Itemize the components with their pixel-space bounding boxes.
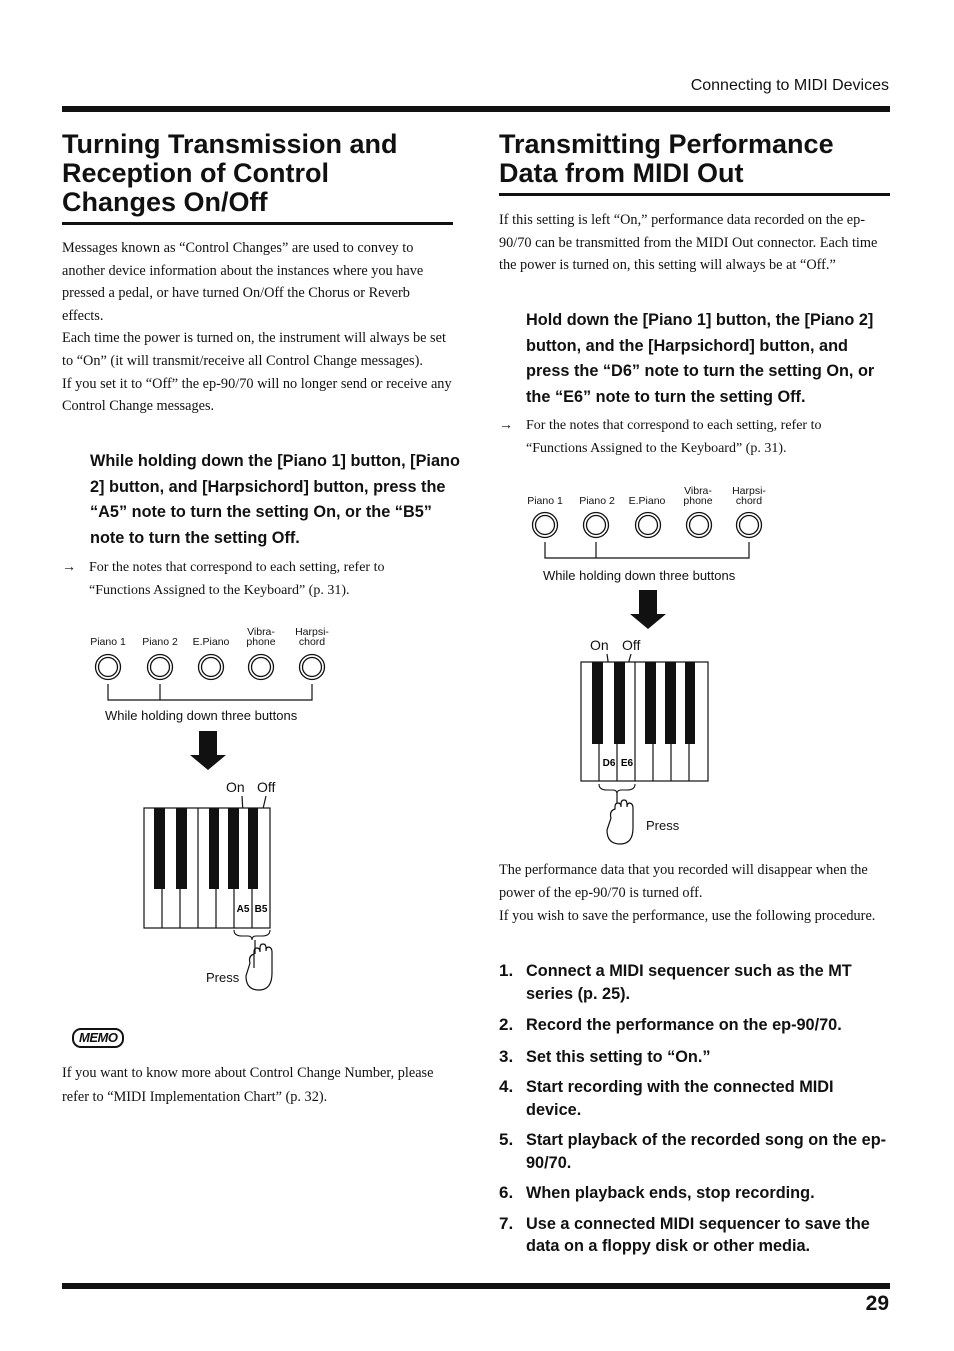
step-item xyxy=(499,960,891,1005)
left-paragraph-2: Each time the power is turned on, the instrument will always be set to “On” (it will transmit/receive all Control Change messages). xyxy=(62,330,446,369)
right-paragraph-2a: The performance data that you recorded will disappear when the power of the ep-90/70 is turned off. xyxy=(499,862,868,901)
left-heading xyxy=(62,130,462,217)
right-paragraph-2 xyxy=(499,859,891,928)
press-label: Press xyxy=(646,818,680,833)
step-text: Start playback of the recorded song on the ep-90/70. xyxy=(526,1131,887,1172)
press-label: Press xyxy=(206,970,240,985)
running-header: Connecting to MIDI Devices xyxy=(690,77,889,94)
right-paragraph-2b: If you wish to save the performance, use the following procedure. xyxy=(499,908,876,924)
left-heading-rule xyxy=(62,222,453,225)
bracket xyxy=(108,684,312,700)
key-d6-label: D6 xyxy=(602,758,616,769)
hold-label: While holding down three buttons xyxy=(105,708,298,723)
key-e6-label: E6 xyxy=(620,758,634,769)
key-b5-label: B5 xyxy=(254,904,268,915)
off-label: Off xyxy=(622,637,641,653)
off-label: Off xyxy=(257,779,276,795)
button-label-piano1: Piano 1 xyxy=(527,495,563,507)
left-intro xyxy=(62,237,454,418)
step-number: 4. xyxy=(499,1077,514,1096)
right-keyboard-diagram xyxy=(499,478,819,848)
step-text: When playback ends, stop recording. xyxy=(526,1184,815,1202)
right-heading-rule xyxy=(499,193,890,196)
step-number: 6. xyxy=(499,1183,514,1202)
button-label-harpsichord-2: chord xyxy=(735,495,763,507)
button-label-piano2: Piano 2 xyxy=(142,636,178,648)
left-heading-line-2: Reception of Control xyxy=(62,158,329,188)
memo-badge: MEMO xyxy=(72,1028,124,1048)
top-rule xyxy=(62,106,890,112)
button-label-piano1: Piano 1 xyxy=(90,636,126,648)
step-text: Use a connected MIDI sequencer to save the data on a floppy disk or other media. xyxy=(526,1214,870,1255)
button-label-harpsichord-1: Harpsi- xyxy=(732,485,766,497)
left-note xyxy=(62,556,442,602)
right-heading-line-1: Transmitting Performance xyxy=(499,129,834,159)
button-label-epiano: E.Piano xyxy=(628,495,666,507)
step-number: 2. xyxy=(499,1015,514,1034)
on-label: On xyxy=(226,779,245,795)
on-label: On xyxy=(590,637,609,653)
right-note xyxy=(499,414,881,460)
page-number: 29 xyxy=(865,1292,889,1315)
down-arrow-icon xyxy=(190,731,226,770)
button-label-harpsichord-2: chord xyxy=(298,636,326,648)
left-heading-line-1: Turning Transmission and xyxy=(62,129,398,159)
left-paragraph-1: Messages known as “Control Changes” are used to convey to another device information about the instances where you have pressed a pedal, or have turned On/Off the Chorus or Reverb effects. xyxy=(62,240,424,324)
step-text: Set this setting to “On.” xyxy=(526,1047,711,1066)
right-heading-line-2: Data from MIDI Out xyxy=(499,158,744,188)
left-keyboard-diagram xyxy=(62,618,382,998)
button-label-vibraphone-2: phone xyxy=(683,495,713,507)
step-number: 7. xyxy=(499,1213,514,1233)
right-instruction: Hold down the [Piano 1] button, the [Piano 2] button, and the [Harpsichord] button, and press the “D6” note to turn the setting On, or the “E6” note to turn the setting Off. xyxy=(526,311,875,406)
press-brace xyxy=(599,784,635,794)
right-paragraph: If this setting is left “On,” performance data recorded on the ep-90/70 can be transmitted from the MIDI Out connector. Each time the power is turned on, this setting will always be at “Off.” xyxy=(499,212,878,274)
step-text: Record the performance on the ep-90/70. xyxy=(526,1016,842,1034)
right-heading xyxy=(499,130,899,188)
step-item xyxy=(499,1182,891,1205)
procedure-steps xyxy=(499,960,891,1258)
step-item xyxy=(499,1213,891,1258)
step-number: 5. xyxy=(499,1130,514,1149)
hand-press-icon xyxy=(607,800,633,844)
step-number: 1. xyxy=(499,961,514,980)
button-label-epiano: E.Piano xyxy=(192,636,230,648)
arrow-icon: → xyxy=(499,418,513,433)
left-paragraph-3: If you set it to “Off” the ep-90/70 will no longer send or receive any Control Change messages. xyxy=(62,375,452,415)
step-text: Start recording with the connected MIDI device. xyxy=(526,1078,834,1119)
step-text: Connect a MIDI sequencer such as the MT series (p. 25). xyxy=(526,962,852,1003)
memo-icon xyxy=(72,1028,124,1048)
step-item xyxy=(499,1046,891,1069)
key-a5-label: A5 xyxy=(236,904,250,915)
down-arrow-icon xyxy=(630,590,666,629)
bracket xyxy=(545,542,749,558)
button-label-vibraphone-1: Vibra- xyxy=(684,485,712,497)
press-brace xyxy=(234,930,270,940)
step-item xyxy=(499,1129,891,1174)
button-label-piano2: Piano 2 xyxy=(579,495,615,507)
step-item xyxy=(499,1076,891,1121)
arrow-icon: → xyxy=(62,560,76,575)
left-note-text: For the notes that correspond to each setting, refer to “Functions Assigned to the Keyboard” (p. 31). xyxy=(89,560,385,598)
button-label-vibraphone-2: phone xyxy=(246,636,276,648)
hand-press-icon xyxy=(246,944,272,990)
left-heading-line-3: Changes On/Off xyxy=(62,187,268,217)
button-label-harpsichord-1: Harpsi- xyxy=(295,626,329,638)
memo-text: If you want to know more about Control Change Number, please refer to “MIDI Implementation Chart” (p. 32). xyxy=(62,1065,434,1105)
step-number: 3. xyxy=(499,1046,514,1066)
button-label-vibraphone-1: Vibra- xyxy=(247,626,275,638)
left-instruction: While holding down the [Piano 1] button, [Piano 2] button, and [Harpsichord] button, press the “A5” note to turn the setting On, or the “B5” note to turn the setting Off. xyxy=(90,452,460,547)
step-item xyxy=(499,1014,891,1037)
hold-label: While holding down three buttons xyxy=(543,568,736,583)
bottom-rule xyxy=(62,1283,890,1289)
right-note-text: For the notes that correspond to each setting, refer to “Functions Assigned to the Keyboard” (p. 31). xyxy=(526,418,822,456)
